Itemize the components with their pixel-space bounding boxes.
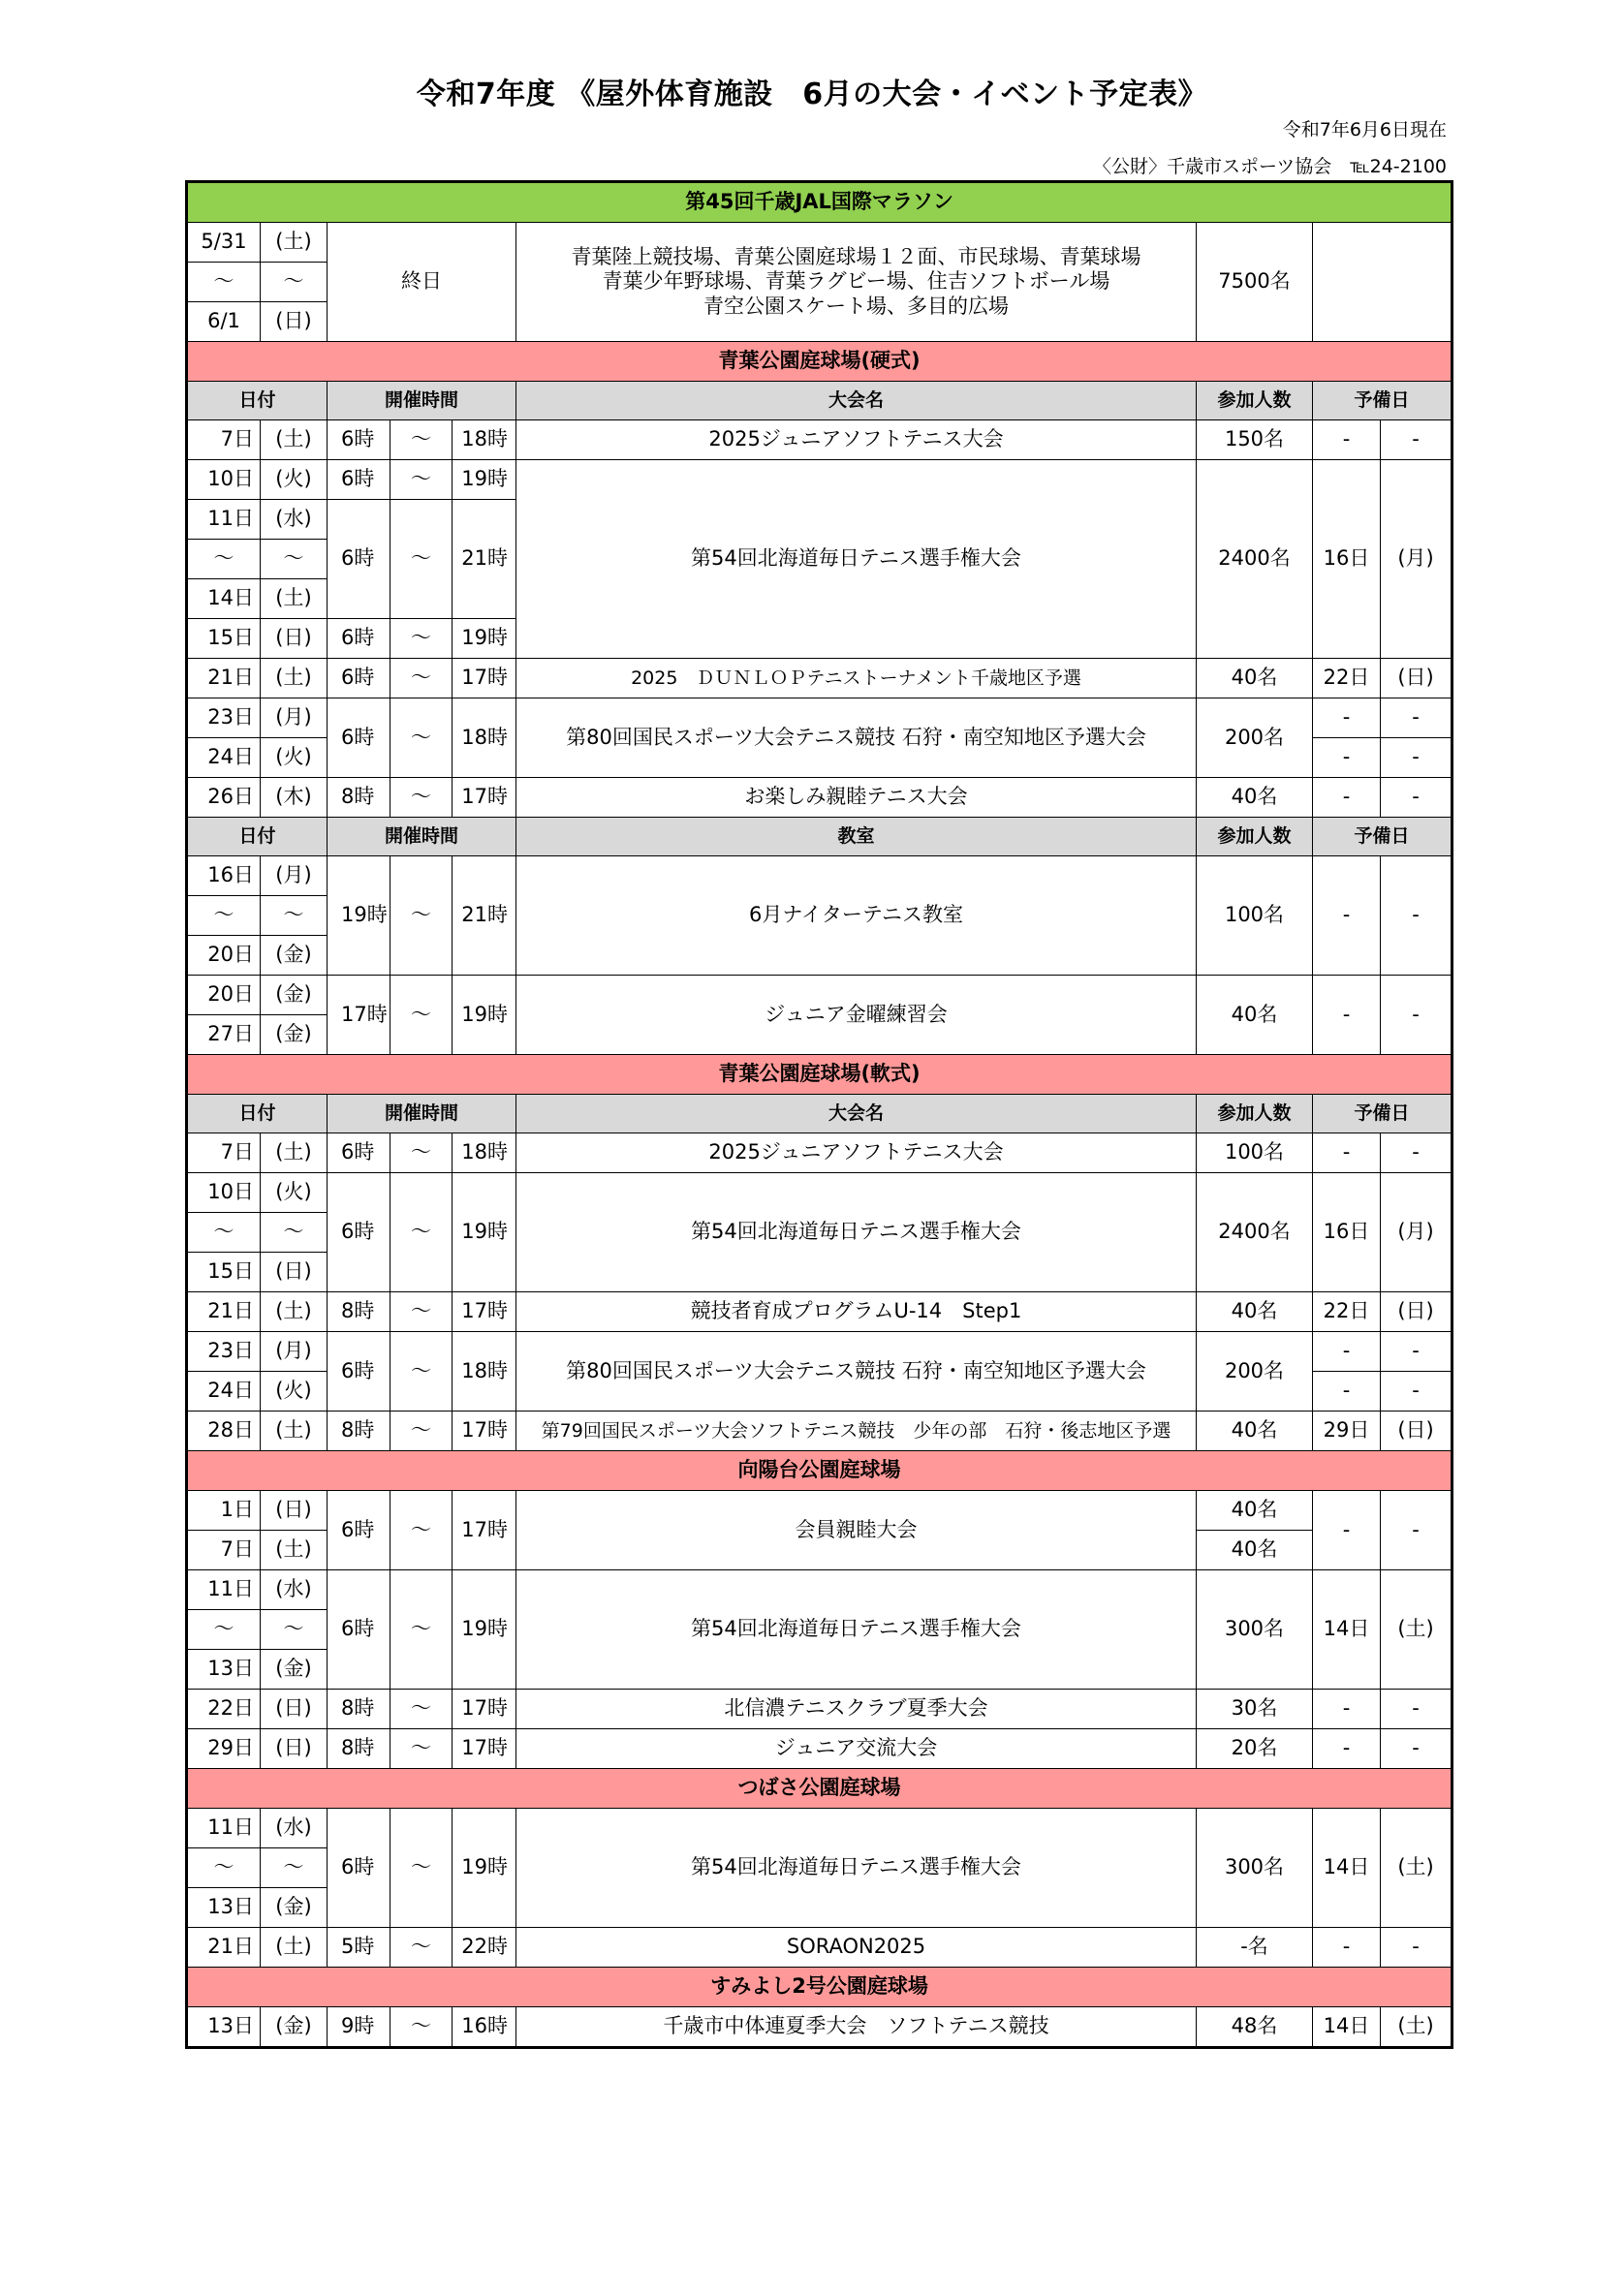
time-tilde: ～: [390, 1332, 453, 1412]
end-time: 17時: [453, 1690, 516, 1729]
participants: 40名: [1197, 1412, 1313, 1451]
time-tilde: ～: [390, 778, 453, 818]
header-date: 日付: [187, 1095, 328, 1133]
time-tilde: ～: [390, 1412, 453, 1451]
reserve-weekday: (月): [1381, 1173, 1452, 1292]
organization-contact: 〈公財〉千歳市スポーツ協会 ℡24-2100: [1092, 156, 1447, 177]
end-time: 19時: [453, 460, 516, 500]
date-cell: 15日: [187, 619, 261, 659]
weekday-range-tilde: ～: [261, 1848, 328, 1888]
start-date: 5/31: [187, 223, 261, 263]
reserve-weekday: -: [1381, 778, 1452, 818]
reserve-weekday: -: [1381, 1729, 1452, 1769]
reserve-weekday: -: [1381, 738, 1452, 778]
reserve-weekday: -: [1381, 1928, 1452, 1968]
table-row: [187, 1133, 1452, 1173]
event-name: 第80回国民スポーツ大会テニス競技 石狩・南空知地区予選大会: [516, 1332, 1197, 1412]
time-tilde: ～: [390, 1928, 453, 1968]
weekday-cell: (日): [261, 619, 328, 659]
weekday-cell: (土): [261, 1531, 328, 1570]
date-cell: 26日: [187, 778, 261, 818]
date-cell: 1日: [187, 1491, 261, 1531]
end-weekday: (日): [261, 302, 328, 342]
end-time: 18時: [453, 1133, 516, 1173]
end-time: 19時: [453, 619, 516, 659]
reserve-day: -: [1313, 698, 1381, 738]
header-time: 開催時間: [328, 1095, 516, 1133]
participants: 300名: [1197, 1570, 1313, 1690]
end-time: 18時: [453, 1332, 516, 1412]
end-time: 22時: [453, 1928, 516, 1968]
weekday-range-tilde: ～: [261, 263, 328, 302]
participants: 40名: [1197, 778, 1313, 818]
header-reserve: 予備日: [1313, 818, 1452, 856]
section-title: 向陽台公園庭球場: [187, 1451, 1452, 1491]
header-reserve: 予備日: [1313, 1095, 1452, 1133]
event-name: SORAON2025: [516, 1928, 1197, 1968]
weekday-cell: (火): [261, 738, 328, 778]
time-tilde: ～: [390, 2007, 453, 2048]
weekday-cell: (土): [261, 659, 328, 698]
start-time: 5時: [328, 1928, 390, 1968]
reserve-day: 29日: [1313, 1412, 1381, 1451]
section-header-tsubasa: [187, 1769, 1452, 1809]
participants: 300名: [1197, 1809, 1313, 1928]
table-row: [187, 856, 1452, 896]
event-name: お楽しみ親睦テニス大会: [516, 778, 1197, 818]
weekday-range-tilde: ～: [261, 1213, 328, 1253]
time-tilde: ～: [390, 1133, 453, 1173]
table-row: [187, 1729, 1452, 1769]
reserve-day: 22日: [1313, 1292, 1381, 1332]
start-time: 8時: [328, 1292, 390, 1332]
start-time: 6時: [328, 1491, 390, 1570]
end-time: 21時: [453, 856, 516, 976]
start-time: 8時: [328, 1412, 390, 1451]
marathon-row: [187, 223, 1452, 263]
table-row: [187, 1928, 1452, 1968]
weekday-cell: (金): [261, 976, 328, 1015]
section-title: 青葉公園庭球場(軟式): [187, 1055, 1452, 1095]
reserve-day: -: [1313, 420, 1381, 460]
header-participants: 参加人数: [1197, 818, 1313, 856]
end-time: 17時: [453, 659, 516, 698]
reserve-weekday: (日): [1381, 1292, 1452, 1332]
reserve-weekday: -: [1381, 1332, 1452, 1372]
weekday-cell: (金): [261, 936, 328, 976]
weekday-cell: (土): [261, 1928, 328, 1968]
date-cell: 22日: [187, 1690, 261, 1729]
weekday-cell: (日): [261, 1729, 328, 1769]
reserve-empty: [1313, 223, 1452, 342]
time-tilde: ～: [390, 1491, 453, 1570]
weekday-cell: (金): [261, 1888, 328, 1928]
reserve-day: 16日: [1313, 1173, 1381, 1292]
end-time: 19時: [453, 976, 516, 1055]
table-row: [187, 698, 1452, 738]
weekday-cell: (水): [261, 1809, 328, 1848]
date-cell: 21日: [187, 1292, 261, 1332]
reserve-weekday: (土): [1381, 1809, 1452, 1928]
table-row: [187, 659, 1452, 698]
date-cell: 24日: [187, 738, 261, 778]
table-row: [187, 420, 1452, 460]
weekday-cell: (月): [261, 1332, 328, 1372]
reserve-day: 14日: [1313, 1809, 1381, 1928]
time-tilde: ～: [390, 856, 453, 976]
date-cell: 7日: [187, 1133, 261, 1173]
participants: 2400名: [1197, 460, 1313, 659]
date-cell: 7日: [187, 1531, 261, 1570]
start-weekday: (土): [261, 223, 328, 263]
table-row: [187, 976, 1452, 1015]
weekday-cell: (水): [261, 500, 328, 540]
reserve-day: -: [1313, 1372, 1381, 1412]
date-cell: 10日: [187, 460, 261, 500]
event-name: 競技者育成プログラムU-14 Step1: [516, 1292, 1197, 1332]
time-tilde: ～: [390, 1292, 453, 1332]
end-time: 18時: [453, 420, 516, 460]
reserve-day: 14日: [1313, 1570, 1381, 1690]
page-title: 令和7年度 《屋外体育施設 6月の大会・イベント予定表》: [416, 78, 1208, 111]
start-time: 6時: [328, 1809, 390, 1928]
start-time: 6時: [328, 1332, 390, 1412]
end-time: 17時: [453, 1292, 516, 1332]
weekday-cell: (土): [261, 1412, 328, 1451]
participants: 7500名: [1197, 223, 1313, 342]
start-time: 6時: [328, 1570, 390, 1690]
date-cell: 20日: [187, 936, 261, 976]
date-cell: 21日: [187, 1928, 261, 1968]
event-name: 2025 ＤＵＮＬＯＰテニストーナメント千歳地区予選: [516, 659, 1197, 698]
header-tournament: 大会名: [516, 382, 1197, 420]
reserve-day: -: [1313, 1928, 1381, 1968]
date-cell: 13日: [187, 1888, 261, 1928]
reserve-day: -: [1313, 856, 1381, 976]
weekday-cell: (火): [261, 1372, 328, 1412]
table-row: [187, 1690, 1452, 1729]
time-tilde: ～: [390, 1729, 453, 1769]
reserve-day: -: [1313, 1133, 1381, 1173]
start-time: 6時: [328, 1173, 390, 1292]
header-reserve: 予備日: [1313, 382, 1452, 420]
section-title: つばさ公園庭球場: [187, 1769, 1452, 1809]
reserve-day: 22日: [1313, 659, 1381, 698]
header-participants: 参加人数: [1197, 1095, 1313, 1133]
date-cell: 20日: [187, 976, 261, 1015]
event-name: 第80回国民スポーツ大会テニス競技 石狩・南空知地区予選大会: [516, 698, 1197, 778]
header-participants: 参加人数: [1197, 382, 1313, 420]
event-name: ジュニア金曜練習会: [516, 976, 1197, 1055]
participants: 200名: [1197, 1332, 1313, 1412]
reserve-weekday: -: [1381, 420, 1452, 460]
participants: 2400名: [1197, 1173, 1313, 1292]
start-time: 8時: [328, 1690, 390, 1729]
date-cell: 29日: [187, 1729, 261, 1769]
section-header-kouyoudai: [187, 1451, 1452, 1491]
start-time: 6時: [328, 420, 390, 460]
section-header-sumiyoshi: [187, 1968, 1452, 2007]
date-range-tilde: ～: [187, 896, 261, 936]
table-row: [187, 2007, 1452, 2048]
schedule-body: [187, 182, 1452, 2048]
table-row: [187, 460, 1452, 500]
table-row: [187, 1173, 1452, 1213]
column-header-row: [187, 818, 1452, 856]
end-time: 16時: [453, 2007, 516, 2048]
section-header-marathon: [187, 182, 1452, 223]
participants: 40名: [1197, 1531, 1313, 1570]
start-time: 6時: [328, 1133, 390, 1173]
column-header-row: [187, 1095, 1452, 1133]
weekday-cell: (月): [261, 856, 328, 896]
header-tournament: 大会名: [516, 1095, 1197, 1133]
end-time: 21時: [453, 500, 516, 619]
time-tilde: ～: [390, 460, 453, 500]
participants: 20名: [1197, 1729, 1313, 1769]
date-cell: 15日: [187, 1253, 261, 1292]
date-cell: 28日: [187, 1412, 261, 1451]
table-row: [187, 1570, 1452, 1610]
reserve-day: -: [1313, 1690, 1381, 1729]
participants: -名: [1197, 1928, 1313, 1968]
weekday-cell: (土): [261, 1292, 328, 1332]
all-day-time: 終日: [328, 223, 516, 342]
date-range-tilde: ～: [187, 1610, 261, 1650]
reserve-weekday: (月): [1381, 460, 1452, 659]
reserve-weekday: (日): [1381, 659, 1452, 698]
participants: 48名: [1197, 2007, 1313, 2048]
time-tilde: ～: [390, 976, 453, 1055]
weekday-cell: (土): [261, 579, 328, 619]
date-range-tilde: ～: [187, 1848, 261, 1888]
event-name: 第79回国民スポーツ大会ソフトテニス競技 少年の部 石狩・後志地区予選: [516, 1412, 1197, 1451]
event-name: ジュニア交流大会: [516, 1729, 1197, 1769]
date-cell: 11日: [187, 500, 261, 540]
section-header-aoba-hard: [187, 342, 1452, 382]
reserve-weekday: -: [1381, 976, 1452, 1055]
time-tilde: ～: [390, 1570, 453, 1690]
weekday-range-tilde: ～: [261, 896, 328, 936]
start-time: 6時: [328, 619, 390, 659]
time-tilde: ～: [390, 1173, 453, 1292]
start-time: 8時: [328, 1729, 390, 1769]
start-time: 6時: [328, 659, 390, 698]
end-time: 17時: [453, 1491, 516, 1570]
event-name: 第54回北海道毎日テニス選手権大会: [516, 1570, 1197, 1690]
start-time: 6時: [328, 460, 390, 500]
date-cell: 11日: [187, 1570, 261, 1610]
weekday-range-tilde: ～: [261, 1610, 328, 1650]
header-time: 開催時間: [328, 382, 516, 420]
table-row: [187, 1292, 1452, 1332]
end-date: 6/1: [187, 302, 261, 342]
start-time: 8時: [328, 778, 390, 818]
weekday-cell: (土): [261, 1133, 328, 1173]
weekday-cell: (土): [261, 420, 328, 460]
weekday-cell: (水): [261, 1570, 328, 1610]
weekday-range-tilde: ～: [261, 540, 328, 579]
table-row: [187, 1332, 1452, 1372]
participants: 40名: [1197, 976, 1313, 1055]
date-cell: 23日: [187, 698, 261, 738]
weekday-cell: (日): [261, 1690, 328, 1729]
participants: 200名: [1197, 698, 1313, 778]
date-cell: 16日: [187, 856, 261, 896]
reserve-day: 16日: [1313, 460, 1381, 659]
event-name: 会員親睦大会: [516, 1491, 1197, 1570]
date-cell: 7日: [187, 420, 261, 460]
weekday-cell: (月): [261, 698, 328, 738]
section-header-aoba-soft: [187, 1055, 1452, 1095]
table-row: [187, 778, 1452, 818]
date-cell: 23日: [187, 1332, 261, 1372]
date-cell: 21日: [187, 659, 261, 698]
start-time: 6時: [328, 698, 390, 778]
event-name: 2025ジュニアソフトテニス大会: [516, 420, 1197, 460]
reserve-weekday: (土): [1381, 2007, 1452, 2048]
end-time: 19時: [453, 1809, 516, 1928]
event-name: 千歳市中体連夏季大会 ソフトテニス競技: [516, 2007, 1197, 2048]
reserve-day: -: [1313, 1332, 1381, 1372]
reserve-weekday: -: [1381, 698, 1452, 738]
participants: 100名: [1197, 1133, 1313, 1173]
weekday-cell: (金): [261, 1650, 328, 1690]
participants: 40名: [1197, 1292, 1313, 1332]
time-tilde: ～: [390, 1690, 453, 1729]
end-time: 19時: [453, 1570, 516, 1690]
event-name: 第54回北海道毎日テニス選手権大会: [516, 460, 1197, 659]
section-title: すみよし2号公園庭球場: [187, 1968, 1452, 2007]
reserve-weekday: -: [1381, 1133, 1452, 1173]
participants: 150名: [1197, 420, 1313, 460]
event-name: 第54回北海道毎日テニス選手権大会: [516, 1173, 1197, 1292]
date-cell: 10日: [187, 1173, 261, 1213]
time-tilde: ～: [390, 619, 453, 659]
date-cell: 11日: [187, 1809, 261, 1848]
date-range-tilde: ～: [187, 263, 261, 302]
start-time: 6時: [328, 500, 390, 619]
start-time: 17時: [328, 976, 390, 1055]
table-row: [187, 1412, 1452, 1451]
weekday-cell: (日): [261, 1253, 328, 1292]
reserve-weekday: (日): [1381, 1412, 1452, 1451]
weekday-cell: (木): [261, 778, 328, 818]
weekday-cell: (火): [261, 1173, 328, 1213]
time-tilde: ～: [390, 1809, 453, 1928]
section-title: 青葉公園庭球場(硬式): [187, 342, 1452, 382]
reserve-day: -: [1313, 1491, 1381, 1570]
date-cell: 27日: [187, 1015, 261, 1055]
time-tilde: ～: [390, 698, 453, 778]
reserve-day: -: [1313, 738, 1381, 778]
date-cell: 24日: [187, 1372, 261, 1412]
event-name: 2025ジュニアソフトテニス大会: [516, 1133, 1197, 1173]
time-tilde: ～: [390, 500, 453, 619]
weekday-cell: (金): [261, 1015, 328, 1055]
table-row: [187, 1809, 1452, 1848]
participants: 40名: [1197, 1491, 1313, 1531]
participants: 100名: [1197, 856, 1313, 976]
start-time: 19時: [328, 856, 390, 976]
reserve-weekday: -: [1381, 1690, 1452, 1729]
start-time: 9時: [328, 2007, 390, 2048]
end-time: 17時: [453, 778, 516, 818]
column-header-row: [187, 382, 1452, 420]
reserve-weekday: -: [1381, 1372, 1452, 1412]
reserve-day: -: [1313, 976, 1381, 1055]
marathon-venues: 青葉陸上競技場、青葉公園庭球場１２面、市民球場、青葉球場 青葉少年野球場、青葉ラグビー場、住吉ソフトボール場 青空公園スケート場、多目的広場: [516, 223, 1197, 342]
date-range-tilde: ～: [187, 1213, 261, 1253]
as-of-date: 令和7年6月6日現在: [1282, 119, 1447, 140]
event-name: 第54回北海道毎日テニス選手権大会: [516, 1809, 1197, 1928]
header-time: 開催時間: [328, 818, 516, 856]
date-cell: 13日: [187, 1650, 261, 1690]
participants: 40名: [1197, 659, 1313, 698]
reserve-weekday: -: [1381, 1491, 1452, 1570]
end-time: 17時: [453, 1412, 516, 1451]
header-classroom: 教室: [516, 818, 1197, 856]
weekday-cell: (日): [261, 1491, 328, 1531]
reserve-weekday: (土): [1381, 1570, 1452, 1690]
event-name: 6月ナイターテニス教室: [516, 856, 1197, 976]
end-time: 18時: [453, 698, 516, 778]
weekday-cell: (火): [261, 460, 328, 500]
time-tilde: ～: [390, 659, 453, 698]
reserve-day: -: [1313, 1729, 1381, 1769]
table-row: [187, 1491, 1452, 1531]
time-tilde: ～: [390, 420, 453, 460]
date-cell: 14日: [187, 579, 261, 619]
section-title: 第45回千歳JAL国際マラソン: [187, 182, 1452, 223]
header-date: 日付: [187, 818, 328, 856]
weekday-cell: (金): [261, 2007, 328, 2048]
reserve-day: 14日: [1313, 2007, 1381, 2048]
end-time: 19時: [453, 1173, 516, 1292]
schedule-table: [185, 180, 1453, 2049]
reserve-day: -: [1313, 778, 1381, 818]
participants: 30名: [1197, 1690, 1313, 1729]
event-name: 北信濃テニスクラブ夏季大会: [516, 1690, 1197, 1729]
end-time: 17時: [453, 1729, 516, 1769]
date-cell: 13日: [187, 2007, 261, 2048]
reserve-weekday: -: [1381, 856, 1452, 976]
header-date: 日付: [187, 382, 328, 420]
date-range-tilde: ～: [187, 540, 261, 579]
